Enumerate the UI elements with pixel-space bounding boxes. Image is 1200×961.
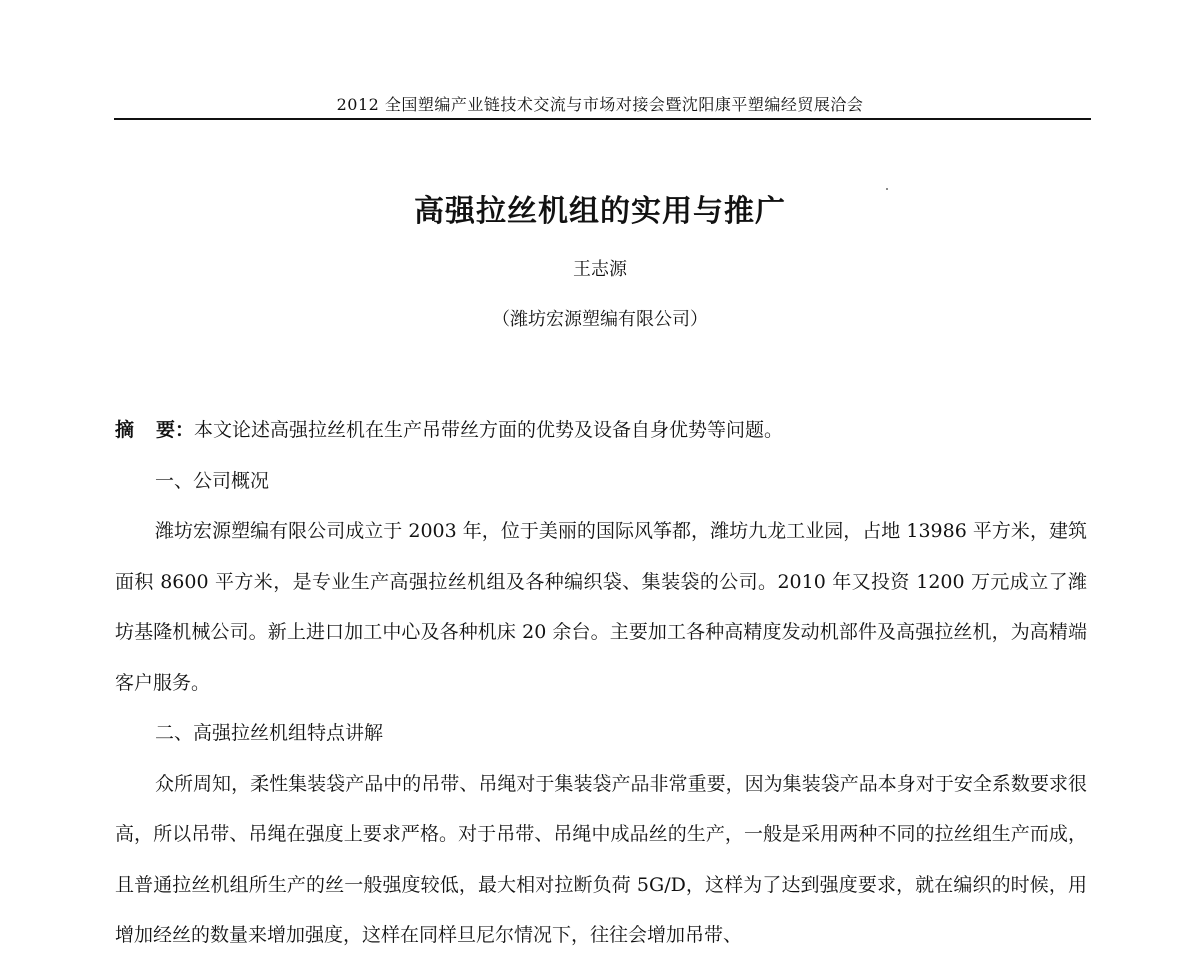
abstract-label-first: 摘 bbox=[115, 419, 135, 441]
section-paragraph-2: 众所周知，柔性集装袋产品中的吊带、吊绳对于集装袋产品非常重要，因为集装袋产品本身对于安全系数要求很高，所以吊带、吊绳在强度上要求严格。对于吊带、吊绳中成品丝的生产，一般是采用两种不同的拉丝组生产而成，且普通拉丝机组所生产的丝一般强度较低，最大相对拉断负荷 5G/D，这样为了达到强度要求，就在编织的时候，用增加经丝的数量来增加强度，这样在同样旦尼尔情况下，往往会增加吊带、 bbox=[115, 772, 1087, 946]
abstract-text: 本文论述高强拉丝机在生产吊带丝方面的优势及设备自身优势等问题。 bbox=[194, 419, 784, 441]
section-heading-2: 二、高强拉丝机组特点讲解 bbox=[155, 722, 384, 744]
abstract-label-second: 要： bbox=[156, 419, 195, 441]
section-paragraph-1: 潍坊宏源塑编有限公司成立于 2003 年，位于美丽的国际风筝都，潍坊九龙工业园，占地 13986 平方米，建筑面积 8600 平方米，是专业生产高强拉丝机组及各种编织袋、集装袋的公司。2010 年又投资 1200 万元成立了潍坊基隆机械公司。新上进口加工中心及各种机床 20 余台。主要加工各种高精度发动机部件及高强拉丝机，为高精端客户服务。 bbox=[115, 520, 1087, 694]
section-heading-1: 一、公司概况 bbox=[155, 469, 270, 492]
paper-title: 高强拉丝机组的实用与推广 bbox=[414, 194, 786, 229]
paper-affiliation: （潍坊宏源塑编有限公司） bbox=[492, 309, 708, 330]
header-rule bbox=[114, 118, 1091, 120]
running-header: 2012 全国塑编产业链技术交流与市场对接会暨沈阳康平塑编经贸展洽会 bbox=[336, 95, 864, 114]
abstract-label bbox=[115, 419, 194, 441]
body-text bbox=[115, 405, 1087, 961]
scan-speck bbox=[886, 188, 888, 190]
abstract bbox=[115, 405, 1087, 456]
paper-author: 王志源 bbox=[573, 259, 627, 280]
